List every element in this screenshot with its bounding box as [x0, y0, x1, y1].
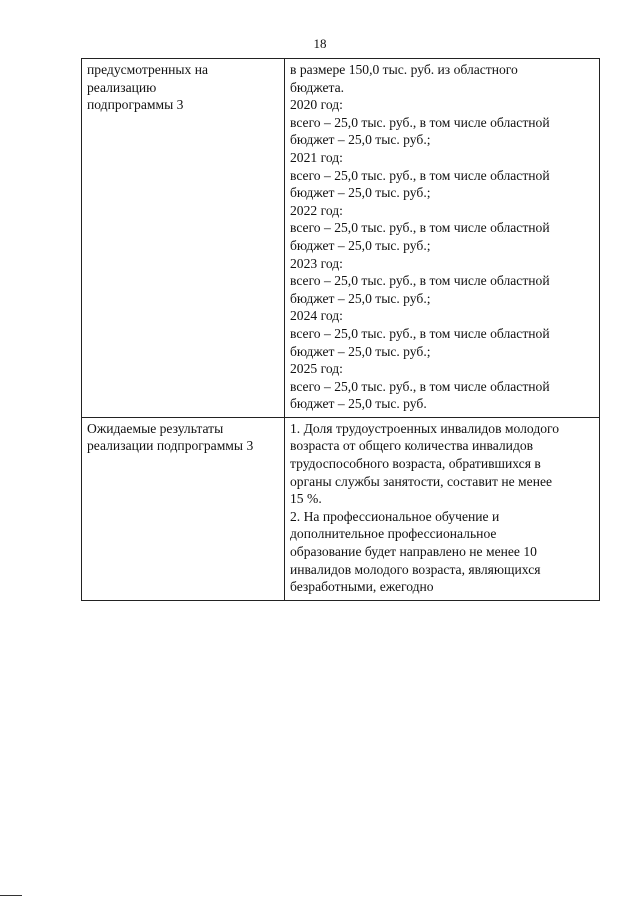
year-heading: 2025 год:: [290, 361, 343, 377]
funding-total-line: всего – 25,0 тыс. руб., в том числе областной: [290, 114, 550, 130]
table-row-results: [82, 417, 600, 600]
results-text-line: 2. На профессиональное обучение и: [290, 508, 500, 524]
funding-total-line: всего – 25,0 тыс. руб., в том числе областной: [290, 220, 550, 236]
funding-value-cell: [285, 59, 600, 418]
year-heading: 2021 год:: [290, 149, 343, 165]
funding-label-line: реализацию: [87, 79, 157, 95]
results-text-line: дополнительное профессиональное: [290, 526, 497, 542]
results-label-line: реализации подпрограммы 3: [87, 438, 254, 454]
year-heading: 2024 год:: [290, 308, 343, 324]
results-text-line: 15 %.: [290, 491, 322, 507]
results-text-line: органы службы занятости, составит не менее: [290, 473, 553, 489]
funding-budget-line: бюджет – 25,0 тыс. руб.;: [290, 237, 431, 253]
results-label-cell: [82, 417, 285, 600]
funding-budget-line: бюджет – 25,0 тыс. руб.;: [290, 185, 431, 201]
funding-label-line: предусмотренных на: [87, 62, 209, 77]
year-heading: 2023 год:: [290, 255, 343, 271]
funding-budget-line: бюджет – 25,0 тыс. руб.;: [290, 132, 431, 148]
page-number: 18: [313, 36, 327, 51]
funding-total-line: всего – 25,0 тыс. руб., в том числе областной: [290, 378, 550, 394]
funding-budget-line: бюджет – 25,0 тыс. руб.: [290, 396, 427, 412]
funding-budget-line: бюджет – 25,0 тыс. руб.;: [290, 343, 431, 359]
results-text-line: инвалидов молодого возраста, являющихся: [290, 561, 541, 577]
funding-total-line: всего – 25,0 тыс. руб., в том числе областной: [290, 273, 550, 289]
funding-total-line: всего – 25,0 тыс. руб., в том числе областной: [290, 167, 550, 183]
year-heading: 2020 год:: [290, 97, 343, 113]
results-text-line: 1. Доля трудоустроенных инвалидов молодого: [290, 420, 560, 436]
funding-total-line: всего – 25,0 тыс. руб., в том числе областной: [290, 325, 550, 341]
program-table: [81, 58, 600, 601]
results-text-line: трудоспособного возраста, обратившихся в: [290, 456, 541, 472]
funding-text-line: бюджета.: [290, 79, 345, 95]
results-value-cell: [285, 417, 600, 600]
year-heading: 2022 год:: [290, 202, 343, 218]
funding-text-line: в размере 150,0 тыс. руб. из областного: [290, 62, 518, 77]
results-text-line: образование будет направлено не менее 10: [290, 544, 537, 560]
page-edge-mark: [0, 895, 22, 896]
results-label-line: Ожидаемые результаты: [87, 420, 224, 436]
funding-label-cell: [82, 59, 285, 418]
funding-budget-line: бюджет – 25,0 тыс. руб.;: [290, 290, 431, 306]
results-text-line: безработными, ежегодно: [290, 579, 434, 595]
table-row-funding: [82, 59, 600, 418]
funding-label-line: подпрограммы 3: [87, 97, 184, 113]
results-text-line: возраста от общего количества инвалидов: [290, 438, 534, 454]
